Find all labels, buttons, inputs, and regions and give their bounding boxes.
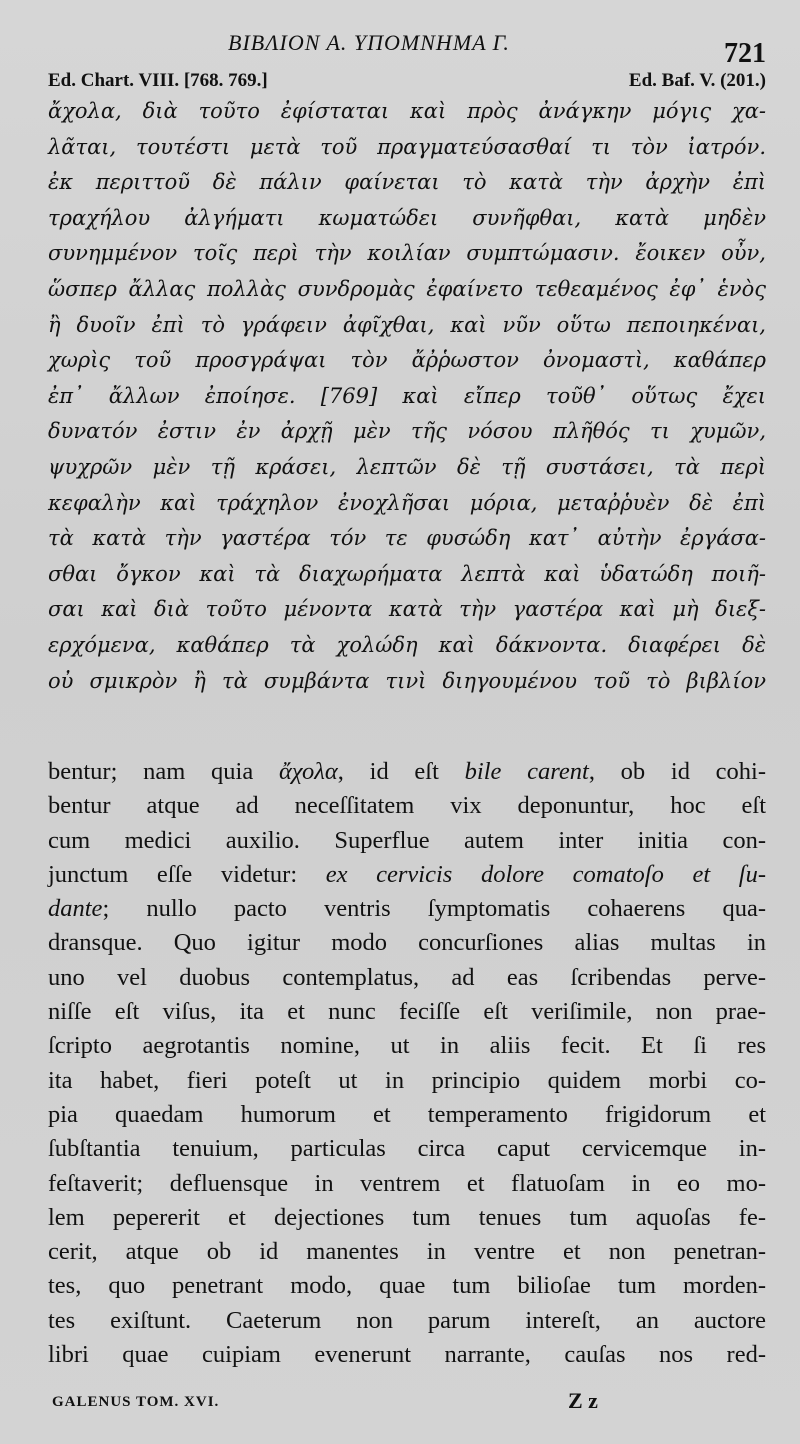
latin-text-block [48,755,766,1372]
greek-text-line: σθαι ὄγκον καὶ τὰ διαχωρήματα λεπτὰ καὶ ὑδατώδη ποιῆ- [48,561,766,586]
latin-text-line [48,1201,766,1235]
latin-text-line [48,1098,766,1132]
latin-text-line [48,755,766,789]
latin-text-line [48,824,766,858]
latin-italic-segment: bile carent [464,758,589,785]
greek-text-line: ἄχολα, διὰ τοῦτο ἐφίσταται καὶ πρὸς ἀνάγκην μόγις χα- [48,99,766,123]
greek-text-line: ψυχρῶν μὲν τῇ κράσει, λεπτῶν δὲ τῇ συστάσει, τὰ περὶ [48,454,766,479]
greek-text-line: τὰ κατὰ τὴν γαστέρα τόν τε φυσώδη κατ᾽ αὐτὴν ἐργάσα- [48,526,766,551]
latin-text-segment: ſcripto aegrotantis nomine, ut in aliis fecit. Et ſi res [48,1032,766,1060]
latin-text-line [48,1167,766,1201]
footer-signature: GALENUS TOM. XVI. [52,1394,220,1410]
latin-text-segment: tes, quo penetrant modo, quae tum bilioſae tum morden- [48,1272,766,1300]
latin-text-segment: , id eſt [337,758,465,785]
latin-text-line [48,1029,766,1063]
latin-text-segment: pia quaedam humorum et temperamento frigidorum et [48,1100,766,1128]
greek-text-line: δυνατόν ἐστιν ἐν ἀρχῇ μὲν τῆς νόσου πλῆθός τι χυμῶν, [48,419,766,444]
latin-text-line [48,892,766,926]
latin-text-segment: cerit, atque ob id manentes in ventre et non penetran- [48,1238,766,1266]
latin-text-segment: libri quae cuipiam evenerunt narrante, cauſas nos red- [48,1341,766,1369]
greek-text-line: σαι καὶ διὰ τοῦτο μένοντα κατὰ τὴν γαστέρα καὶ μὴ διεξ- [48,597,766,622]
latin-text-segment: ſubſtantia tenuium, particulas circa caput cervicemque in- [48,1135,766,1163]
latin-text-line [48,961,766,995]
edition-reference-line [48,70,766,96]
latin-text-line [48,1269,766,1303]
latin-text-line [48,995,766,1029]
greek-text-line: ἐκ περιττοῦ δὲ πάλιν φαίνεται τὸ κατὰ τὴν ἀρχὴν ἐπὶ [48,170,766,195]
greek-text-line: ὥσπερ ἄλλας πολλὰς συνδρομὰς ἐφαίνετο τεθεαμένος ἐφ᾽ ἑνὸς [48,276,766,301]
latin-text-segment: bentur; nam quia [48,758,279,785]
latin-italic-segment: dante [48,895,103,923]
greek-text-block [48,94,766,699]
latin-italic-segment: ἄχολα [278,758,338,785]
latin-text-segment: feſtaverit; defluensque in ventrem et flatuoſam in eo mo- [48,1169,766,1197]
latin-text-line [48,1132,766,1166]
latin-text-segment: dransque. Quo igitur modo concurſiones alias multas in [48,929,766,957]
latin-text-segment: cum medici auxilio. Superflue autem inter initia con- [48,826,766,854]
latin-text-segment: uno vel duobus contemplatus, ad eas ſcribendas perve- [48,963,766,991]
latin-text-line [48,1064,766,1098]
latin-text-segment: bentur atque ad neceſſitatem vix deponuntur, hoc eſt [48,792,766,820]
latin-text-line [48,1338,766,1372]
latin-text-segment: tes exiſtunt. Caeterum non parum intereſt, an auctore [48,1306,766,1334]
greek-text-line: οὐ σμικρὸν ἢ τὰ συμβάντα τινὶ διηγουμένου τοῦ τὸ βιβλίον [48,668,766,693]
latin-text-segment: niſſe eſt viſus, ita et nunc feciſſe eſt veriſimile, non prae- [48,998,766,1026]
greek-text-line: ἢ δυοῖν ἐπὶ τὸ γράφειν ἀφῖχθαι, καὶ νῦν οὕτω πεποιηκέναι, [48,312,766,337]
page-footer [52,1388,612,1416]
edition-chartier-reference: Ed. Chart. VIII. [768. 769.] [48,70,268,91]
greek-text-line: συνημμένον τοῖς περὶ τὴν κοιλίαν συμπτώμασιν. ἔοικεν οὖν, [48,241,766,266]
greek-text-line: λᾶται, τουτέστι μετὰ τοῦ πραγματεύσασθαί τι τὸν ἰατρόν. [48,134,766,159]
latin-text-line [48,1304,766,1338]
latin-text-line [48,858,766,892]
running-head [0,30,800,69]
running-title: ΒΙΒΛΙΟΝ Α. ΥΠΟΜΝΗΜΑ Γ. [228,30,510,55]
page-number: 721 [724,38,766,69]
latin-text-segment: ita habet, fieri poteſt ut in principio quidem morbi co- [48,1066,766,1094]
latin-italic-segment: ex cervicis dolore comatoſo et ſu- [325,860,766,888]
greek-text-line: κεφαλὴν καὶ τράχηλον ἐνοχλῆσαι μόρια, μεταῤῥυὲν δὲ ἐπὶ [48,490,766,515]
latin-text-segment: ; nullo pacto ventris ſymptomatis cohaerens qua- [102,895,766,923]
latin-text-line [48,789,766,823]
edition-basel-reference: Ed. Baf. V. (201.) [628,70,766,91]
greek-text-line: ἐπ᾽ ἄλλων ἐποίησε. [769] καὶ εἴπερ τοῦθ᾽ οὕτως ἔχει [48,383,766,408]
latin-text-segment: junctum eſſe videtur: [48,860,326,888]
greek-text-line: τραχήλου ἀλγήματι κωματώδει συνῆφθαι, κατὰ μηδὲν [48,205,766,230]
latin-text-segment: , ob id cohi- [588,758,767,785]
greek-text-line: χωρὶς τοῦ προσγράψαι τὸν ἄῤῥωστον ὀνομαστὶ, καθάπερ [48,348,766,373]
footer-gathering-mark: Z z [568,1388,598,1413]
latin-text-line [48,1235,766,1269]
greek-text-line: ερχόμενα, καθάπερ τὰ χολώδη καὶ δάκνοντα. διαφέρει δὲ [48,632,766,657]
latin-text-line [48,926,766,960]
latin-text-segment: lem pepererit et dejectiones tum tenues tum aquoſas fe- [48,1203,766,1231]
